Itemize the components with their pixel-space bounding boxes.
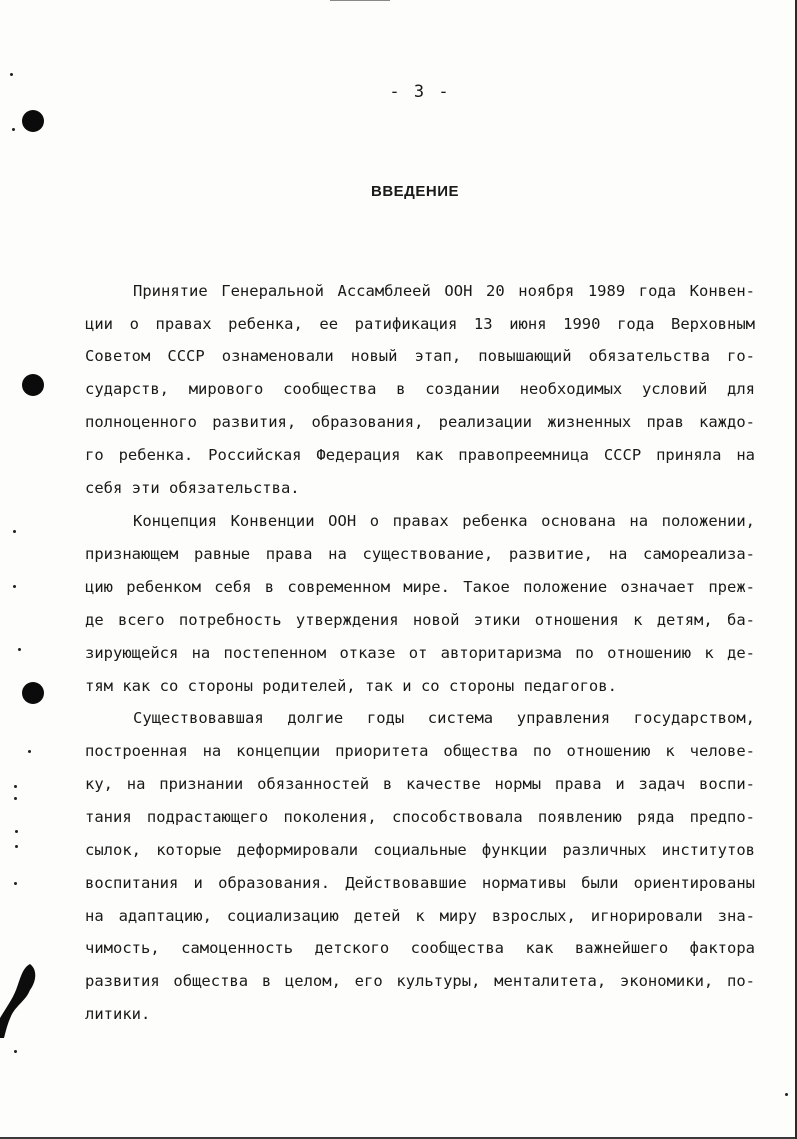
- text-line: ции о правах ребенка, ее ратификация 13 июня 1990 года Верховным: [85, 315, 755, 333]
- binder-hole-3: [22, 682, 44, 704]
- text-line: чимость, самоценность детского сообщества как важнейшего фактора: [85, 939, 755, 957]
- binder-hole-1: [22, 110, 44, 132]
- text-line: сылок, которые деформировали социальные функции различных институтов: [85, 841, 755, 859]
- margin-speck: [14, 1050, 17, 1053]
- text-line: себя эти обязательства.: [85, 479, 300, 497]
- text-line: литики.: [85, 1005, 151, 1023]
- text-line: признающем равные права на существование, развитие, на самореализа-: [85, 545, 755, 563]
- text-line: цию ребенком себя в современном мире. Такое положение означает преж‐: [85, 578, 755, 596]
- margin-speck: [10, 73, 13, 76]
- margin-speck: [18, 648, 21, 651]
- text-line: полноценного развития, образования, реализации жизненных прав каждо-: [85, 413, 755, 431]
- margin-speck: [15, 830, 18, 833]
- binder-hole-2: [22, 374, 44, 396]
- text-line: сударств, мирового сообщества в создании необходимых условий для: [85, 380, 755, 398]
- text-line: Концепция Конвенции ООН о правах ребенка основана на положении,: [133, 512, 755, 530]
- margin-speck: [13, 585, 16, 588]
- margin-speck: [14, 785, 17, 788]
- text-line: развития общества в целом, его культуры, менталитета, экономики, по-: [85, 972, 755, 990]
- margin-speck: [14, 797, 17, 800]
- page-top-edge: [330, 0, 390, 1]
- margin-speck: [13, 530, 16, 533]
- margin-smudge: [0, 960, 40, 1040]
- margin-speck: [12, 128, 15, 131]
- page-number: - 3 -: [389, 82, 451, 102]
- text-line: воспитания и образования. Действовавшие нормативы были ориентированы: [85, 874, 755, 892]
- text-line: Существовавшая долгие годы система управления государством,: [133, 709, 755, 727]
- text-line: тям как со стороны родителей, так и со стороны педагогов.: [85, 677, 617, 695]
- text-line: на адаптацию, социализацию детей к миру взрослых, игнорировали зна-: [85, 907, 755, 925]
- text-line: го ребенка. Российская Федерация как правопреемница СССР приняла на: [85, 446, 755, 464]
- text-line: построенная на концепции приоритета общества по отношению к челове-: [85, 742, 755, 760]
- section-heading: ВВЕДЕНИЕ: [371, 183, 459, 200]
- margin-speck: [785, 1093, 788, 1096]
- margin-speck: [14, 882, 17, 885]
- text-line: зирующейся на постепенном отказе от авторитаризма по отношению к де-: [85, 644, 755, 662]
- text-line: тания подрастающего поколения, способствовала появлению ряда предпо-: [85, 808, 755, 826]
- margin-speck: [15, 845, 18, 848]
- text-line: де всего потребность утверждения новой этики отношения к детям, ба-: [85, 611, 755, 629]
- text-line: ку, на признании обязанностей в качестве нормы права и задач воспи-: [85, 775, 755, 793]
- margin-speck: [28, 750, 31, 753]
- text-line: Принятие Генеральной Ассамблеей ООН 20 ноября 1989 года Конвен-: [133, 282, 755, 300]
- text-line: Советом СССР ознаменовали новый этап, повышающий обязательства го-: [85, 347, 755, 365]
